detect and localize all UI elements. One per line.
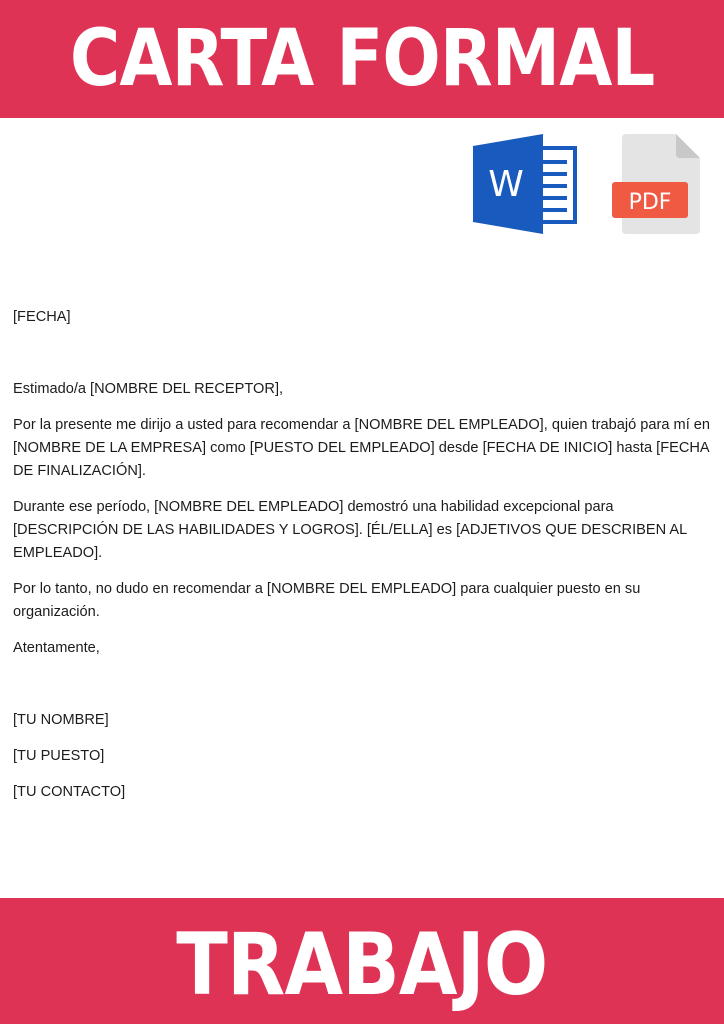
letter-paragraph-1: Por la presente me dirijo a usted para recomendar a [NOMBRE DEL EMPLEADO], quien trabajó para mí en [NOMBRE DE LA EMPRESA] como [PUESTO DEL EMPLEADO] desde [FECHA DE INICIO] hasta [FECHA DE FINALIZACIÓN]. bbox=[13, 417, 711, 479]
word-glyph: W bbox=[488, 164, 524, 205]
signature-position: [TU PUESTO] bbox=[13, 748, 105, 764]
letter-date: [FECHA] bbox=[13, 309, 71, 325]
footer-title: TRABAJO bbox=[176, 915, 548, 1015]
pdf-icon[interactable] bbox=[610, 132, 702, 236]
letter-closing: Atentamente, bbox=[13, 640, 100, 656]
letter-paragraph-2: Durante ese período, [NOMBRE DEL EMPLEADO] demostró una habilidad excepcional para [DESCRIPCIÓN DE LAS HABILIDADES Y LOGROS]. [ÉL/ELLA] es [ADJETIVOS QUE DESCRIBEN AL EMPLEADO]. bbox=[13, 499, 687, 561]
letter-greeting: Estimado/a [NOMBRE DEL RECEPTOR], bbox=[13, 381, 284, 397]
pdf-label: PDF bbox=[628, 190, 672, 215]
letter-body bbox=[13, 306, 713, 817]
word-icon[interactable] bbox=[473, 134, 577, 234]
signature-contact: [TU CONTACTO] bbox=[13, 784, 126, 800]
page-title: CARTA FORMAL bbox=[69, 14, 655, 104]
letter-paragraph-3: Por lo tanto, no dudo en recomendar a [NOMBRE DEL EMPLEADO] para cualquier puesto en su organización. bbox=[13, 581, 641, 620]
signature-name: [TU NOMBRE] bbox=[13, 712, 109, 728]
footer-banner bbox=[0, 898, 724, 1024]
header-banner bbox=[0, 0, 724, 118]
